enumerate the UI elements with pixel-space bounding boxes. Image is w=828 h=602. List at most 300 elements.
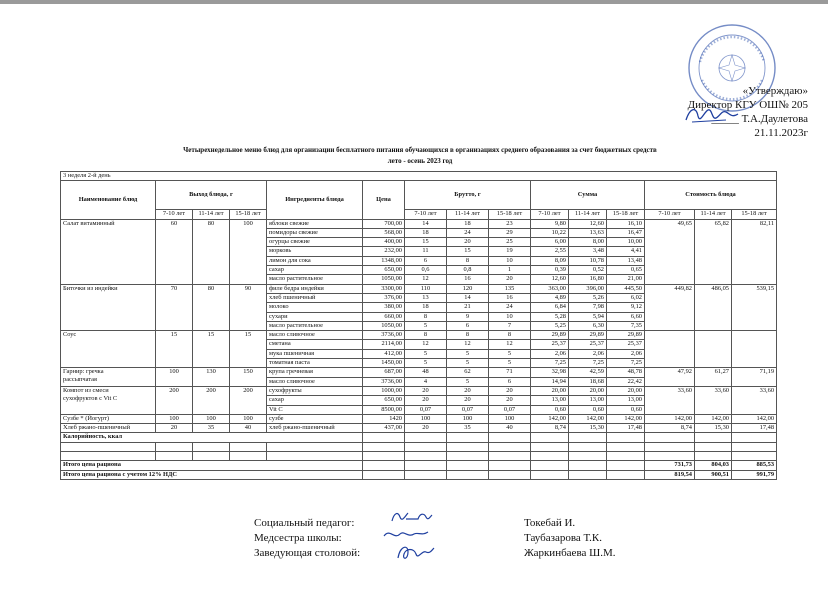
ingredient-gross: 5	[447, 359, 489, 368]
dish-output: 100	[193, 414, 230, 423]
total-blank-cell	[569, 470, 607, 479]
ingredient-name: крупа гречневая	[267, 368, 363, 377]
director-signature-icon	[682, 102, 742, 128]
ingredient-price: 1050,00	[363, 321, 405, 330]
dish-cost	[695, 331, 732, 368]
ingredient-gross: 14	[405, 219, 447, 228]
ingredient-gross: 0,8	[447, 266, 489, 275]
dish-cost: 8,74	[645, 424, 695, 433]
ingredient-sum: 12,60	[531, 275, 569, 284]
ingredient-gross: 6	[489, 377, 531, 386]
calories-cell	[363, 433, 405, 442]
ingredient-sum: 29,89	[569, 331, 607, 340]
ingredient-gross: 100	[405, 414, 447, 423]
dish-cost: 47,92	[645, 368, 695, 387]
ingredient-sum: 2,06	[607, 349, 645, 358]
total-label: Итого цена рациона с учетом 12% НДС	[61, 470, 363, 479]
dish-cost: 17,48	[732, 424, 777, 433]
ingredient-name: мука пшеничная	[267, 349, 363, 358]
header-cost: Стоимость блюда	[645, 181, 777, 210]
dish-cost: 142,00	[695, 414, 732, 423]
ingredient-price: 1450,00	[363, 359, 405, 368]
calories-label: Калорийность, ккал	[61, 433, 363, 442]
ingredient-name: лимон для сока	[267, 256, 363, 265]
ingredient-gross: 21	[447, 303, 489, 312]
ingredient-gross: 10	[489, 312, 531, 321]
ingredient-gross: 29	[489, 228, 531, 237]
age-header-output: 11-14 лет	[193, 210, 230, 219]
total-blank-cell	[447, 470, 489, 479]
header-row	[61, 181, 777, 210]
blank-cell	[531, 452, 569, 461]
ingredient-sum: 4,89	[531, 293, 569, 302]
signature-row	[254, 546, 674, 561]
ingredient-price: 400,00	[363, 238, 405, 247]
ingredient-gross: 100	[489, 414, 531, 423]
signature-name: Жаркинбаева Ш.М.	[524, 547, 616, 559]
ingredient-gross: 20	[447, 396, 489, 405]
ingredient-sum: 13,00	[531, 396, 569, 405]
ingredient-name: масло сливочное	[267, 377, 363, 386]
dish-name-line: Сузбе * (Йогурт)	[63, 414, 110, 422]
blank-cell	[193, 442, 230, 451]
signature-canteen-head-icon	[392, 540, 436, 564]
age-header-cost: 15-18 лет	[732, 210, 777, 219]
ingredient-gross: 11	[405, 247, 447, 256]
total-row	[61, 461, 777, 470]
ingredient-gross: 8	[447, 331, 489, 340]
blank-cell	[732, 442, 777, 451]
ingredient-sum: 6,84	[531, 303, 569, 312]
dish-output: 100	[156, 368, 193, 387]
total-value: 731,73	[645, 461, 695, 470]
blank-cell	[230, 452, 267, 461]
dish-name	[61, 331, 156, 368]
blank-cell	[447, 442, 489, 451]
ingredient-sum: 0,60	[531, 405, 569, 414]
ingredient-gross: 13	[405, 293, 447, 302]
dish-output: 15	[156, 331, 193, 368]
dish-cost: 449,82	[645, 284, 695, 330]
ingredient-name: сметана	[267, 340, 363, 349]
menu-table	[60, 171, 777, 480]
blank-cell	[732, 452, 777, 461]
ingredient-price: 376,00	[363, 293, 405, 302]
ingredient-sum: 20,00	[531, 386, 569, 395]
ingredient-gross: 71	[489, 368, 531, 377]
ingredient-name: яблоки свежие	[267, 219, 363, 228]
blank-cell	[489, 442, 531, 451]
ingredient-name: сахар	[267, 396, 363, 405]
ingredient-sum: 6,00	[531, 238, 569, 247]
signature-name: Таубазарова Т.К.	[524, 532, 602, 544]
ingredient-price: 700,00	[363, 219, 405, 228]
ingredient-gross: 24	[447, 228, 489, 237]
ingredient-gross: 20	[489, 396, 531, 405]
ingredient-sum: 9,80	[531, 219, 569, 228]
approval-line-1: «Утверждаю»	[742, 85, 808, 97]
ingredient-gross: 19	[489, 247, 531, 256]
dish-cost: 33,60	[645, 386, 695, 414]
ingredient-sum: 8,74	[531, 424, 569, 433]
ingredient-name: масло сливочное	[267, 331, 363, 340]
total-row	[61, 470, 777, 479]
ingredient-gross: 24	[489, 303, 531, 312]
ingredient-sum: 14,94	[531, 377, 569, 386]
ingredient-sum: 15,30	[569, 424, 607, 433]
ingredient-sum: 7,25	[607, 359, 645, 368]
dish-cost: 539,15	[732, 284, 777, 330]
ingredient-price: 437,00	[363, 424, 405, 433]
ingredient-sum: 18,68	[569, 377, 607, 386]
ingredient-sum: 7,25	[531, 359, 569, 368]
dish-output: 100	[230, 414, 267, 423]
total-blank-cell	[569, 461, 607, 470]
dish-output: 60	[156, 219, 193, 284]
ingredient-name: томатная паста	[267, 359, 363, 368]
ingredient-name: морковь	[267, 247, 363, 256]
dish-output: 200	[193, 386, 230, 414]
age-header-cost: 11-14 лет	[695, 210, 732, 219]
ingredient-sum: 3,48	[569, 247, 607, 256]
signature-row	[254, 516, 674, 531]
approval-line-3: _____ Т.А.Даулетова	[711, 113, 808, 125]
ingredient-gross: 8	[405, 331, 447, 340]
ingredient-sum: 5,28	[531, 312, 569, 321]
ingredient-gross: 20	[405, 396, 447, 405]
dish-name	[61, 284, 156, 330]
blank-cell	[531, 442, 569, 451]
blank-cell	[447, 452, 489, 461]
ingredient-gross: 18	[447, 219, 489, 228]
total-value: 885,53	[732, 461, 777, 470]
ingredient-gross: 0,07	[447, 405, 489, 414]
calories-cell	[447, 433, 489, 442]
ingredient-price: 650,00	[363, 396, 405, 405]
dish-output: 80	[193, 219, 230, 284]
age-header-output: 7-10 лет	[156, 210, 193, 219]
dish-output: 200	[156, 386, 193, 414]
ingredient-gross: 6	[405, 256, 447, 265]
table-row	[61, 368, 777, 377]
ingredient-gross: 15	[405, 238, 447, 247]
ingredient-sum: 0,52	[569, 266, 607, 275]
ingredient-sum: 0,60	[607, 405, 645, 414]
ingredient-gross: 8	[447, 256, 489, 265]
header-sum: Сумма	[531, 181, 645, 210]
ingredient-sum: 142,00	[531, 414, 569, 423]
calories-row	[61, 433, 777, 442]
blank-cell	[230, 442, 267, 451]
age-header-gross: 15-18 лет	[489, 210, 531, 219]
ingredient-gross: 20	[447, 386, 489, 395]
dish-cost: 142,00	[645, 414, 695, 423]
ingredient-price: 380,00	[363, 303, 405, 312]
calories-cell	[531, 433, 569, 442]
table-row	[61, 386, 777, 395]
dish-output: 100	[230, 219, 267, 284]
ingredient-name: сухофрукты	[267, 386, 363, 395]
ingredient-name: сахар	[267, 266, 363, 275]
ingredient-sum: 13,48	[607, 256, 645, 265]
ingredient-sum: 21,00	[607, 275, 645, 284]
ingredient-sum: 13,63	[569, 228, 607, 237]
document-subtitle: лето - осень 2023 год	[387, 157, 453, 165]
header-price: Цена	[363, 181, 405, 219]
blank-cell	[607, 452, 645, 461]
ingredient-gross: 1	[489, 266, 531, 275]
ingredient-gross: 120	[447, 284, 489, 293]
ingredient-gross: 7	[489, 321, 531, 330]
ingredient-gross: 18	[405, 228, 447, 237]
dish-name	[61, 368, 156, 387]
total-blank-cell	[607, 461, 645, 470]
ingredient-gross: 20	[489, 275, 531, 284]
ingredient-sum: 0,39	[531, 266, 569, 275]
ingredient-name: хлеб пшеничный	[267, 293, 363, 302]
dish-output: 70	[156, 284, 193, 330]
ingredient-sum: 6,60	[607, 312, 645, 321]
ingredient-sum: 20,00	[569, 386, 607, 395]
ingredient-price: 687,00	[363, 368, 405, 377]
ingredient-name: филе бедра индейки	[267, 284, 363, 293]
ingredient-gross: 5	[405, 349, 447, 358]
ingredient-gross: 14	[447, 293, 489, 302]
age-header-sum: 7-10 лет	[531, 210, 569, 219]
ingredient-sum: 48,78	[607, 368, 645, 377]
table-row	[61, 219, 777, 228]
ingredient-sum: 2,55	[531, 247, 569, 256]
total-value: 900,51	[695, 470, 732, 479]
dish-output: 15	[193, 331, 230, 368]
ingredient-sum: 32,98	[531, 368, 569, 377]
ingredient-name: помидоры свежие	[267, 228, 363, 237]
total-blank-cell	[489, 470, 531, 479]
ingredient-gross: 48	[405, 368, 447, 377]
age-header-gross: 7-10 лет	[405, 210, 447, 219]
ingredient-price: 650,00	[363, 266, 405, 275]
blank-cell	[156, 442, 193, 451]
ingredient-gross: 15	[447, 247, 489, 256]
dish-name-line: Соус	[63, 331, 77, 339]
ingredient-gross: 23	[489, 219, 531, 228]
signature-role: Медсестра школы:	[254, 532, 342, 544]
total-value: 991,79	[732, 470, 777, 479]
ingredient-sum: 4,41	[607, 247, 645, 256]
dish-output: 90	[230, 284, 267, 330]
dish-cost: 486,05	[695, 284, 732, 330]
ingredient-price: 1050,00	[363, 275, 405, 284]
ingredient-gross: 20	[447, 238, 489, 247]
ingredient-price: 1420	[363, 414, 405, 423]
ingredient-sum: 17,48	[607, 424, 645, 433]
ingredient-sum: 29,89	[607, 331, 645, 340]
ingredient-gross: 4	[405, 377, 447, 386]
blank-cell	[695, 452, 732, 461]
age-header-sum: 15-18 лет	[607, 210, 645, 219]
ingredient-gross: 5	[489, 359, 531, 368]
ingredient-gross: 5	[489, 349, 531, 358]
ingredient-price: 3300,00	[363, 284, 405, 293]
blank-cell	[489, 452, 531, 461]
ingredient-name: сухари	[267, 312, 363, 321]
blank-cell	[645, 442, 695, 451]
dish-cost: 49,65	[645, 219, 695, 284]
ingredient-sum: 445,50	[607, 284, 645, 293]
age-header-gross: 11-14 лет	[447, 210, 489, 219]
calories-cell	[732, 433, 777, 442]
total-label: Итого цена рациона	[61, 461, 363, 470]
ingredient-sum: 16,10	[607, 219, 645, 228]
dish-output: 20	[156, 424, 193, 433]
dish-cost: 15,30	[695, 424, 732, 433]
ingredient-sum: 29,89	[531, 331, 569, 340]
blank-cell	[156, 452, 193, 461]
ingredient-gross: 0,6	[405, 266, 447, 275]
ingredient-gross: 110	[405, 284, 447, 293]
calories-cell	[405, 433, 447, 442]
dish-cost: 33,60	[695, 386, 732, 414]
dish-output: 130	[193, 368, 230, 387]
ingredient-gross: 0,07	[405, 405, 447, 414]
ingredient-gross: 12	[489, 340, 531, 349]
ingredient-sum: 5,25	[531, 321, 569, 330]
dish-cost: 71,19	[732, 368, 777, 387]
ingredient-gross: 20	[405, 386, 447, 395]
table-row	[61, 331, 777, 340]
signature-role: Социальный педагог:	[254, 517, 355, 529]
ingredient-name: сузбе	[267, 414, 363, 423]
ingredient-sum: 25,37	[569, 340, 607, 349]
dish-cost: 142,00	[732, 414, 777, 423]
dish-name	[61, 386, 156, 414]
signature-name: Токебай И.	[524, 517, 576, 529]
dish-name-line: Компот из смеси	[63, 386, 109, 394]
ingredient-name: Vit C	[267, 405, 363, 414]
ingredient-name: молоко	[267, 303, 363, 312]
total-value: 819,54	[645, 470, 695, 479]
ingredient-gross: 5	[405, 359, 447, 368]
header-ingredients: Ингредиенты блюда	[267, 181, 363, 219]
ingredient-sum: 9,12	[607, 303, 645, 312]
ingredient-sum: 8,00	[569, 238, 607, 247]
ingredient-gross: 10	[489, 256, 531, 265]
dish-name-line: Салат витаминный	[63, 219, 115, 227]
dish-output: 80	[193, 284, 230, 330]
ingredient-sum: 16,47	[607, 228, 645, 237]
ingredient-gross: 12	[447, 340, 489, 349]
ingredient-price: 1000,00	[363, 386, 405, 395]
dish-output: 100	[156, 414, 193, 423]
blank-cell	[193, 452, 230, 461]
total-blank-cell	[405, 470, 447, 479]
ingredient-sum: 7,25	[569, 359, 607, 368]
blank-cell	[405, 442, 447, 451]
ingredient-sum: 142,00	[569, 414, 607, 423]
approval-line-2: Директор КГУ ОШ№ 205	[687, 99, 808, 111]
table-row	[61, 284, 777, 293]
ingredient-sum: 16,80	[569, 275, 607, 284]
ingredient-gross: 16	[489, 293, 531, 302]
blank-cell	[405, 452, 447, 461]
age-header-sum: 11-14 лет	[569, 210, 607, 219]
ingredient-gross: 5	[447, 349, 489, 358]
dish-output: 150	[230, 368, 267, 387]
header-dish-name: Наименование блюд	[61, 181, 156, 219]
blank-cell	[363, 442, 405, 451]
document-title: Четырехнедельное меню блюд для организации бесплатного питания обучающихся в организациях среднего образования за счет бюджетных средств	[183, 146, 657, 154]
ingredient-sum: 12,60	[569, 219, 607, 228]
ingredient-price: 8500,00	[363, 405, 405, 414]
ingredient-gross: 16	[447, 275, 489, 284]
blank-cell	[607, 442, 645, 451]
blank-cell	[61, 452, 156, 461]
week-day-label: 3 неделя 2-й день	[61, 172, 777, 181]
ingredient-sum: 10,00	[607, 238, 645, 247]
ingredient-price: 2114,00	[363, 340, 405, 349]
ingredient-sum: 6,02	[607, 293, 645, 302]
calories-cell	[569, 433, 607, 442]
ingredient-gross: 100	[447, 414, 489, 423]
signature-row	[254, 531, 674, 546]
ingredient-gross: 6	[447, 321, 489, 330]
ingredient-sum: 13,00	[607, 396, 645, 405]
ingredient-price: 3736,00	[363, 377, 405, 386]
table-row	[61, 414, 777, 423]
calories-cell	[645, 433, 695, 442]
age-header-cost: 7-10 лет	[645, 210, 695, 219]
dish-name	[61, 219, 156, 284]
blank-cell	[645, 452, 695, 461]
blank-cell	[267, 442, 363, 451]
ingredient-gross: 135	[489, 284, 531, 293]
blank-row	[61, 452, 777, 461]
ingredient-sum: 42,59	[569, 368, 607, 377]
blank-row	[61, 442, 777, 451]
dish-cost: 33,60	[732, 386, 777, 414]
ingredient-sum: 0,60	[569, 405, 607, 414]
ingredient-gross: 20	[489, 386, 531, 395]
ingredient-gross: 8	[405, 312, 447, 321]
total-blank-cell	[531, 461, 569, 470]
ingredient-sum: 396,00	[569, 284, 607, 293]
blank-cell	[267, 452, 363, 461]
ingredient-gross: 18	[405, 303, 447, 312]
ingredient-gross: 25	[489, 238, 531, 247]
blank-cell	[363, 452, 405, 461]
ingredient-sum: 6,30	[569, 321, 607, 330]
ingredient-sum: 10,78	[569, 256, 607, 265]
total-blank-cell	[489, 461, 531, 470]
total-blank-cell	[607, 470, 645, 479]
week-day-row	[61, 172, 777, 181]
blank-cell	[61, 442, 156, 451]
ingredient-sum: 22,42	[607, 377, 645, 386]
ingredient-name: масло растительное	[267, 321, 363, 330]
ingredient-sum: 0,65	[607, 266, 645, 275]
dish-output: 15	[230, 331, 267, 368]
dish-cost: 82,11	[732, 219, 777, 284]
total-value: 804,03	[695, 461, 732, 470]
dish-name	[61, 424, 156, 433]
ingredient-gross: 0,07	[489, 405, 531, 414]
age-header-row	[61, 210, 777, 219]
approval-line-4: 21.11.2023г	[754, 127, 808, 139]
ingredient-sum: 25,37	[607, 340, 645, 349]
age-header-output: 15-18 лет	[230, 210, 267, 219]
calories-cell	[695, 433, 732, 442]
ingredient-gross: 12	[405, 340, 447, 349]
